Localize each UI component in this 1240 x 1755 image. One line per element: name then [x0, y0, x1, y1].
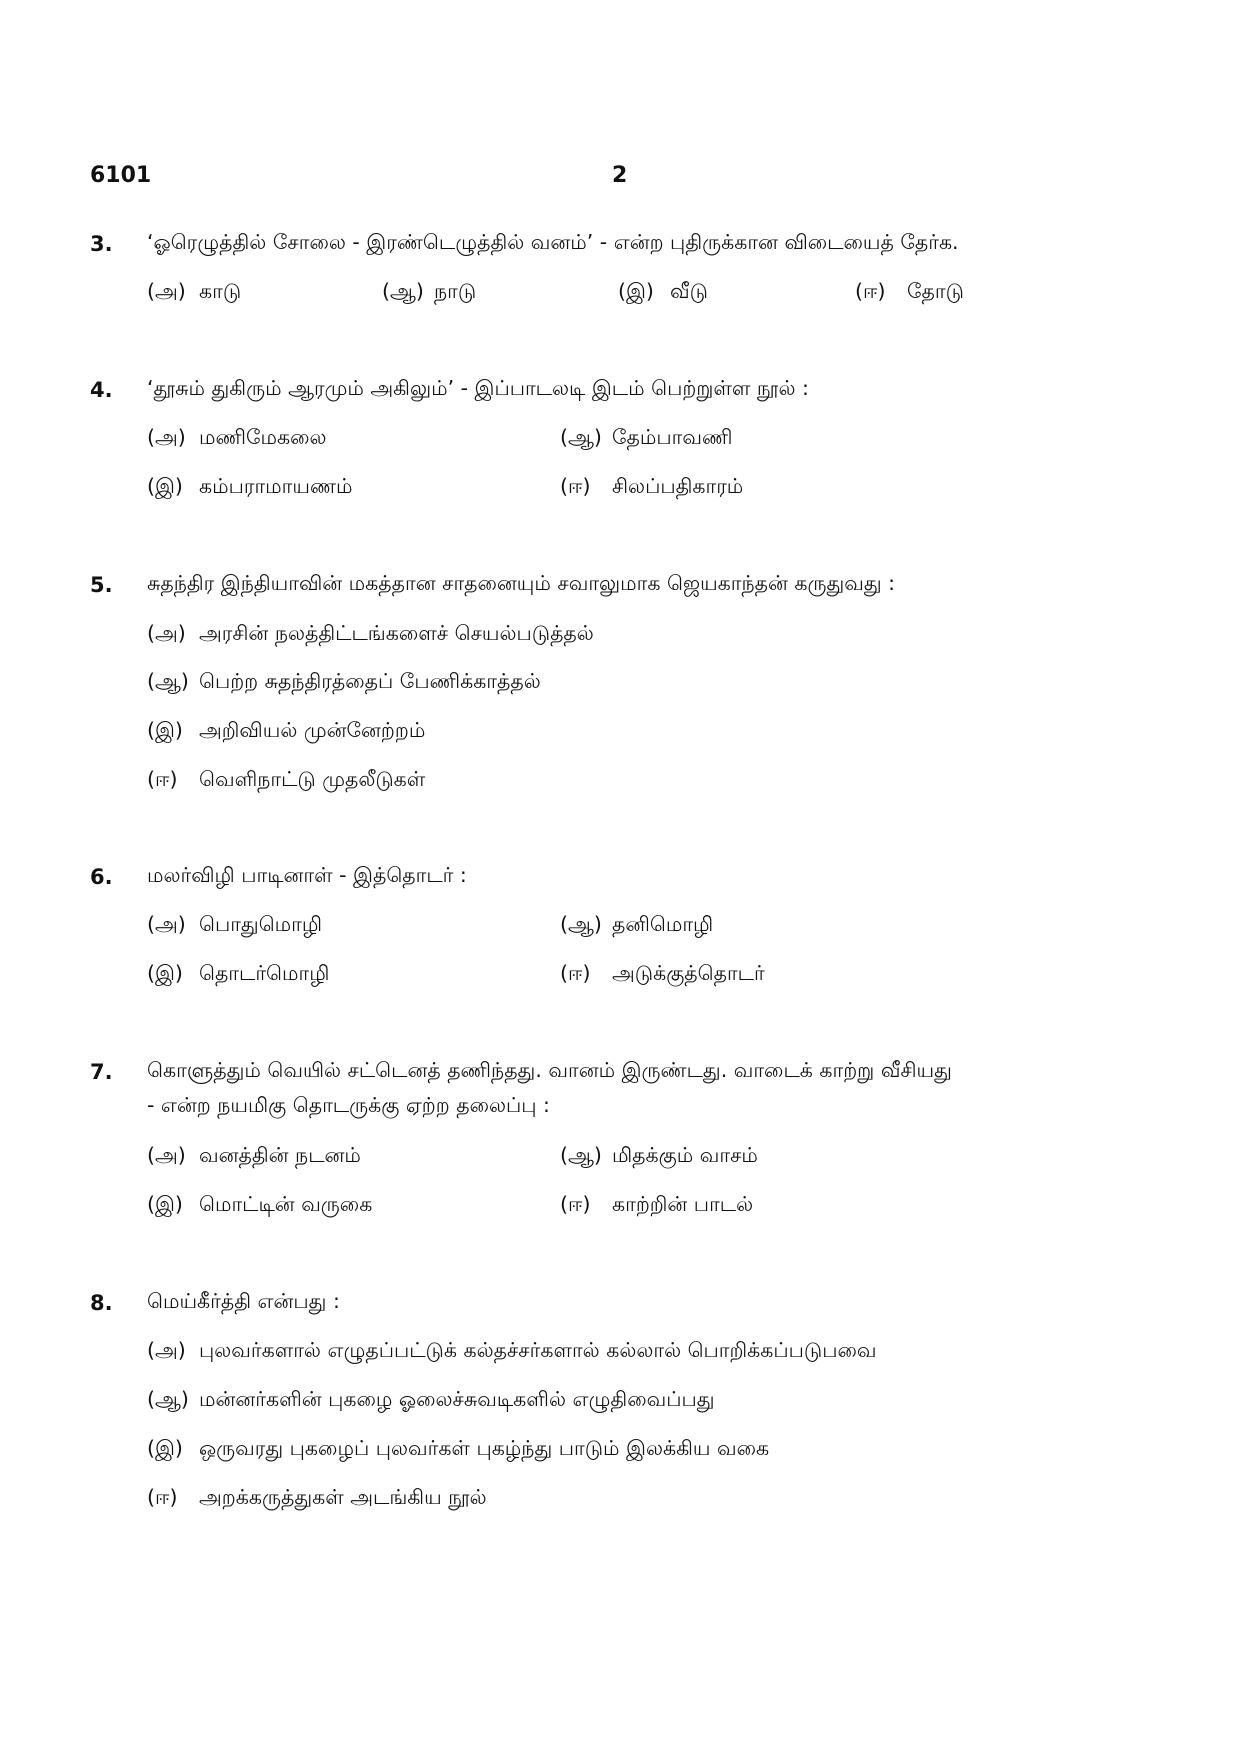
option-label: (ஈ) [560, 961, 591, 985]
question-number: 6. [90, 865, 113, 889]
option-a [147, 279, 241, 306]
option-text: அடுக்குத்தொடர் [612, 961, 765, 985]
option-label: (ஆ) [147, 1387, 189, 1411]
option-text: அறக்கருத்துகள் அடங்கிய நூல் [199, 1485, 487, 1509]
option-label: (ஆ) [560, 912, 602, 936]
option-label: (அ) [147, 912, 186, 936]
option-d [560, 1192, 753, 1219]
option-c [147, 1436, 769, 1463]
option-label: (இ) [147, 1436, 183, 1460]
option-text: பெற்ற சுதந்திரத்தைப் பேணிக்காத்தல் [199, 669, 541, 693]
option-text: காடு [199, 279, 242, 303]
option-a [147, 425, 327, 452]
option-label: (அ) [147, 425, 186, 449]
option-label: (அ) [147, 279, 186, 303]
option-text: தேம்பாவணி [612, 425, 733, 449]
option-label: (அ) [147, 1338, 186, 1362]
option-label: (ஆ) [560, 1143, 602, 1167]
option-b [382, 279, 476, 306]
question-number: 3. [90, 232, 113, 256]
option-text: அறிவியல் முன்னேற்றம் [199, 718, 426, 742]
option-label: (ஈ) [855, 279, 886, 303]
option-label: (ஈ) [147, 767, 178, 791]
option-d [147, 1485, 487, 1512]
option-text: தோடு [907, 279, 964, 303]
option-b [147, 669, 541, 696]
option-label: (ஆ) [147, 669, 189, 693]
option-text: மணிமேகலை [199, 425, 327, 449]
question-number: 4. [90, 378, 113, 402]
option-text: மன்னர்களின் புகழை ஓலைச்சுவடிகளில் எழுதிவைப்பது [199, 1387, 715, 1411]
option-text: நாடு [434, 279, 477, 303]
option-label: (ஈ) [560, 474, 591, 498]
option-text: மிதக்கும் வாசம் [612, 1143, 758, 1167]
option-d [147, 767, 425, 794]
option-text: பொதுமொழி [199, 912, 323, 936]
question-paper-code: 6101 [90, 163, 152, 188]
option-a [147, 912, 322, 939]
option-label: (ஈ) [560, 1192, 591, 1216]
option-d [855, 279, 964, 306]
option-label: (ஆ) [560, 425, 602, 449]
option-text: மொட்டின் வருகை [199, 1192, 373, 1216]
option-label: (இ) [147, 718, 183, 742]
option-a [147, 621, 594, 648]
option-c [147, 961, 329, 988]
page-number: 2 [612, 163, 628, 188]
option-text: தொடர்மொழி [199, 961, 330, 985]
option-text: வனத்தின் நடனம் [199, 1143, 361, 1167]
option-b [147, 1387, 715, 1414]
question-text: ‘தூசும் துகிரும் ஆரமும் அகிலும்’ - இப்பாடலடி இடம் பெற்றுள்ள நூல் : [147, 376, 809, 400]
option-c [147, 718, 425, 745]
option-d [560, 474, 743, 501]
option-label: (ஈ) [147, 1485, 178, 1509]
question-text-line-1: கொளுத்தும் வெயில் சட்டெனத் தணிந்தது. வானம் இருண்டது. வாடைக் காற்று வீசியது [147, 1058, 952, 1082]
option-b [560, 425, 732, 452]
option-label: (அ) [147, 621, 186, 645]
question-text: ‘ஓரெழுத்தில் சோலை - இரண்டெழுத்தில் வனம்’ - என்ற புதிருக்கான விடையைத் தேர்க. [147, 230, 959, 254]
option-a [147, 1143, 361, 1170]
option-label: (இ) [147, 1192, 183, 1216]
option-c [618, 279, 708, 306]
option-b [560, 1143, 758, 1170]
question-number: 8. [90, 1291, 113, 1315]
option-b [560, 912, 713, 939]
option-c [147, 1192, 372, 1219]
option-label: (இ) [618, 279, 654, 303]
question-text-line-2: - என்ற நயமிகு தொடருக்கு ஏற்ற தலைப்பு : [147, 1093, 550, 1117]
option-text: கம்பராமாயணம் [199, 474, 353, 498]
option-text: தனிமொழி [612, 912, 714, 936]
option-text: காற்றின் பாடல் [612, 1192, 754, 1216]
option-d [560, 961, 765, 988]
option-label: (இ) [147, 474, 183, 498]
option-text: வீடு [670, 279, 708, 303]
option-text: ஒருவரது புகழைப் புலவர்கள் புகழ்ந்து பாடும் இலக்கிய வகை [199, 1436, 770, 1460]
option-a [147, 1338, 876, 1365]
option-text: சிலப்பதிகாரம் [612, 474, 744, 498]
option-text: அரசின் நலத்திட்டங்களைச் செயல்படுத்தல் [199, 621, 594, 645]
question-text: மெய்கீர்த்தி என்பது : [147, 1289, 340, 1313]
option-text: புலவர்களால் எழுதப்பட்டுக் கல்தச்சர்களால் கல்லால் பொறிக்கப்படுபவை [199, 1338, 877, 1362]
option-c [147, 474, 353, 501]
option-label: (ஆ) [382, 279, 424, 303]
option-label: (அ) [147, 1143, 186, 1167]
question-text: மலர்விழி பாடினாள் - இத்தொடர் : [147, 863, 467, 887]
option-text: வெளிநாட்டு முதலீடுகள் [199, 767, 426, 791]
option-label: (இ) [147, 961, 183, 985]
question-number: 5. [90, 573, 113, 597]
question-number: 7. [90, 1060, 113, 1084]
question-text: சுதந்திர இந்தியாவின் மகத்தான சாதனையும் சவாலுமாக ஜெயகாந்தன் கருதுவது : [147, 571, 896, 595]
